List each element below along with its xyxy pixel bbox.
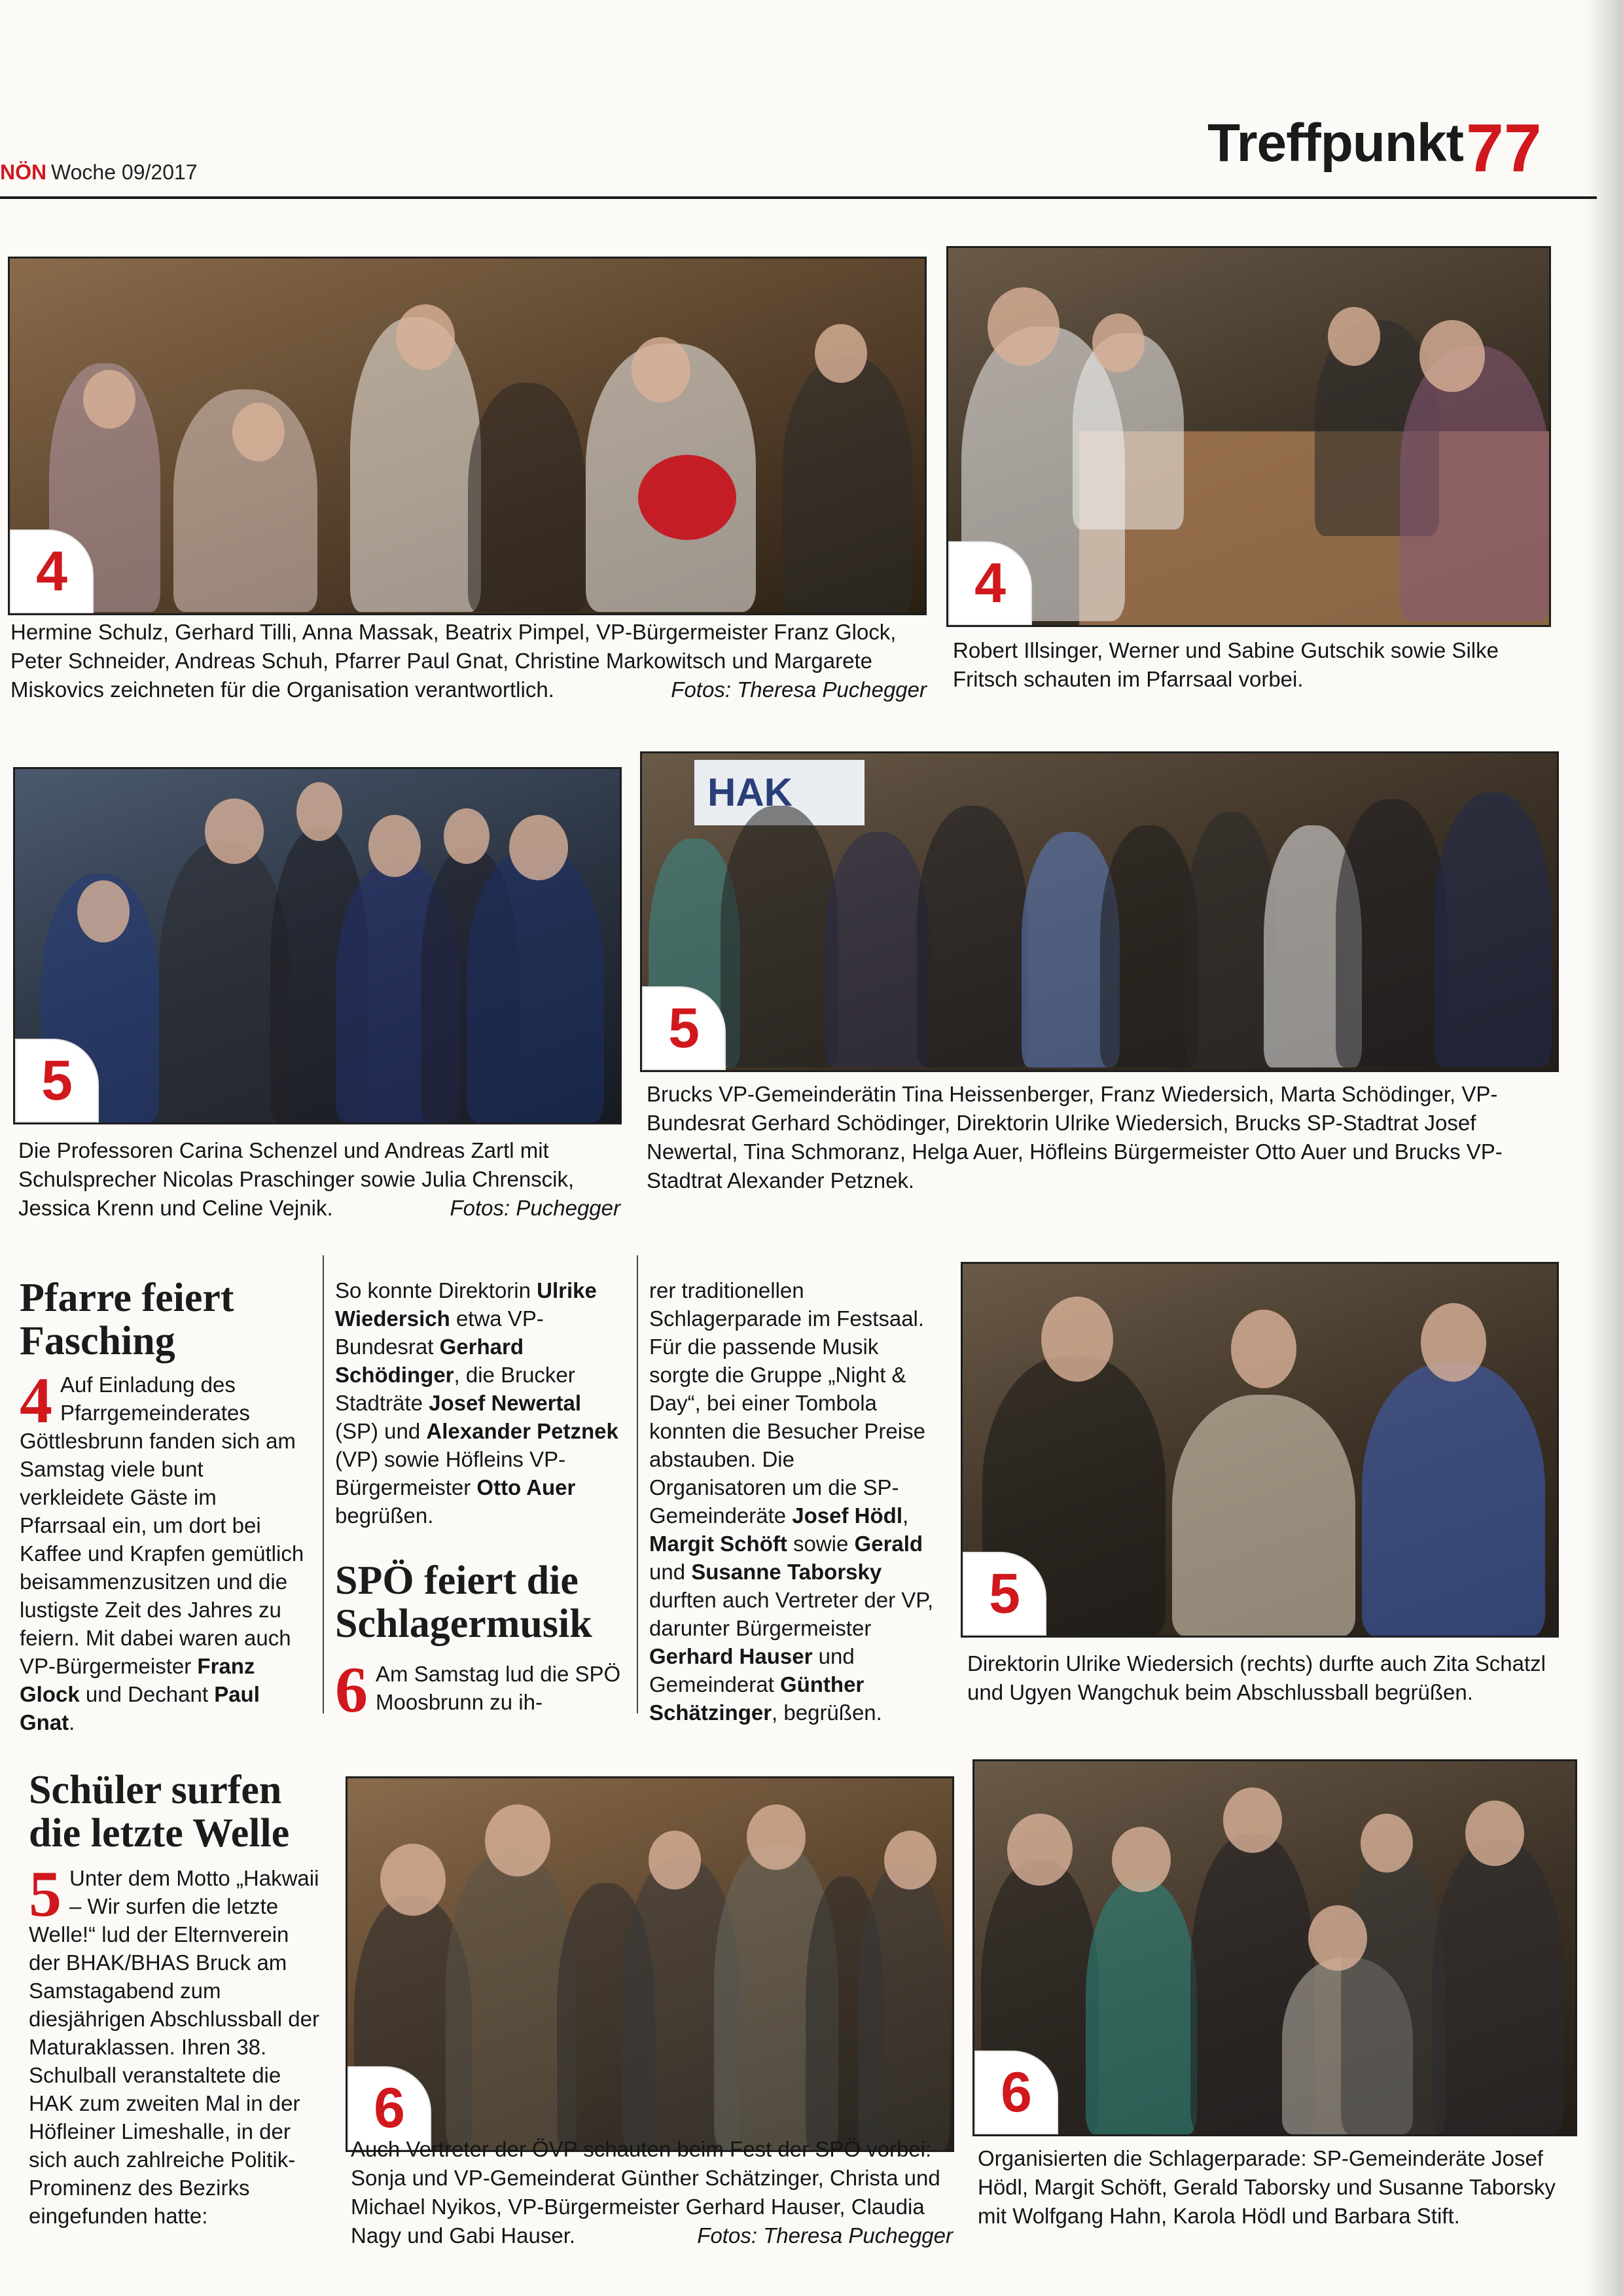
section-number: 6 <box>335 1653 368 1726</box>
article-body: 4 Auf Einladung des Pfarrgemeinderates Göttlesbrunn fanden sich am Samstag viele bunt verkleidete Gäste im Pfarrsaal ein, um dort bei Kaffee und Krapfen gemütlich beisammenzusitzen und die lustigste Zeit des Jahres zu feiern. Mit dabei waren auch VP-Bürgermeister Franz Glock und Dechant Paul Gnat. <box>20 1364 304 1734</box>
photo-professors-students <box>13 767 622 1124</box>
section-title: Treffpunkt <box>1207 113 1463 173</box>
photo-badge: 4 <box>10 529 94 613</box>
column-rule <box>323 1255 324 1713</box>
page-number: 77 <box>1466 111 1542 187</box>
article-body-continued: rer traditionellen Schlagerparade im Festsaal. Für die passende Musik sorgte die Gruppe „Night & Day“, bei einer Tombola konnten die Besucher Preise abstauben. Die Organisatoren um die SP-Gemeinderäte Josef Hödl, Margit Schöft sowie Gerald und Susanne Taborsky durften auch Vertreter der VP, darunter Bürgermeister Gerhard Hauser und Gemeinderat Günther Schätzinger, begrüßen. <box>649 1278 934 1725</box>
photo-director-guests <box>961 1262 1559 1638</box>
heart-icon <box>638 455 736 540</box>
photo-caption: Brucks VP-Gemeinderätin Tina Heissenberger, Franz Wiedersich, Marta Schödinger, VP-Bundesrat Gerhard Schödinger, Direktorin Ulrike Wiedersich, Brucks SP-Stadtrat Josef Newertal, Tina Schmoranz, Helga Auer, Höfleins Bürgermeister Otto Auer und Brucks VP-Stadtrat Alexander Petznek. <box>647 1082 1503 1193</box>
photo-caption: Hermine Schulz, Gerhard Tilli, Anna Massak, Beatrix Pimpel, VP-Bürgermeister Franz Glock, Peter Schneider, Andreas Schuh, Pfarrer Paul Gnat, Christine Markowitsch und Margarete Miskovics zeichneten für die Organisation verantwortlich. Fotos: Theresa Puchegger <box>10 618 927 704</box>
brand-logo: NÖN <box>0 160 47 184</box>
photo-badge: 5 <box>963 1552 1046 1636</box>
photo-credit: Fotos: Puchegger <box>450 1196 620 1220</box>
article-headline: Schüler surfen die letzte Welle <box>29 1768 290 1856</box>
header-rule <box>0 196 1597 199</box>
page-edge-shadow <box>1584 0 1623 2296</box>
photo-badge: 6 <box>348 2066 431 2150</box>
photo-credit: Fotos: Theresa Puchegger <box>671 677 927 702</box>
photo-badge: 5 <box>15 1039 99 1122</box>
section-number: 4 <box>20 1364 52 1437</box>
column-rule <box>637 1255 638 1713</box>
article-spoe-schlager <box>335 1559 623 1645</box>
photo-fasching-organizers <box>8 257 927 615</box>
photo-caption: Auch Vertreter der ÖVP schauten beim Fest der SPÖ vorbei: Sonja und VP-Gemeinderat Günther Schätzinger, Christa und Michael Nyikos, VP-Bürgermeister Gerhard Hauser, Claudia Nagy und Gabi Hauser. Fotos: Theresa Puchegger <box>351 2135 953 2250</box>
article-body: 6 Am Samstag lud die SPÖ Moosbrunn zu ih- <box>335 1653 621 1726</box>
photo-caption: Direktorin Ulrike Wiedersich (rechts) durfte auch Zita Schatzl und Ugyen Wangchuk beim Abschlussball begrüßen. <box>967 1651 1546 1704</box>
article-continuation: So konnte Direktorin Ulrike Wiedersich etwa VP-Bundesrat Gerhard Schödinger, die Brucker Stadträte Josef Newertal (SP) und Alexander Petznek (VP) sowie Höfleins VP-Bürgermeister Otto Auer begrüßen. <box>335 1278 618 1528</box>
photo-caption: Die Professoren Carina Schenzel und Andreas Zartl mit Schulsprecher Nicolas Praschinger sowie Julia Chrenscik, Jessica Krenn und Celine Vejnik. Fotos: Puchegger <box>18 1136 620 1223</box>
photo-oevp-visitors <box>346 1776 954 2152</box>
section-number: 5 <box>29 1857 62 1930</box>
photo-pfarrsaal-guests <box>946 246 1551 627</box>
photo-badge: 5 <box>642 986 726 1070</box>
article-schueler-welle <box>29 1768 336 2230</box>
photo-badge: 6 <box>974 2051 1058 2134</box>
hak-sign: HAK <box>694 760 865 825</box>
photo-caption: Organisierten die Schlagerparade: SP-Gemeinderäte Josef Hödl, Margit Schöft, Gerald Taborsky und Susanne Taborsky mit Wolfgang Hahn, Karola Hödl und Barbara Stift. <box>978 2146 1556 2228</box>
photo-hak-guests <box>640 751 1559 1072</box>
article-headline: Pfarre feiert Fasching <box>20 1276 234 1363</box>
photo-caption: Robert Illsinger, Werner und Sabine Gutschik sowie Silke Fritsch schauten im Pfarrsaal vorbei. <box>953 638 1499 691</box>
photo-badge: 4 <box>948 541 1032 625</box>
article-body: 5 Unter dem Motto „Hakwaii – Wir surfen die letzte Welle!“ lud der Elternverein der BHAK/BHAS Bruck am Samstagabend zum diesjährigen Abschlussball der Maturaklassen. Ihren 38. Schulball veranstaltete die HAK zum zweiten Mal in der Höfleiner Limeshalle, in der sich auch zahlreiche Politik-Prominenz des Bezirks eingefunden hatte: <box>29 1857 319 2228</box>
article-pfarre-fasching <box>20 1276 308 1736</box>
article-headline: SPÖ feiert die Schlagermusik <box>335 1558 592 1646</box>
photo-credit: Fotos: Theresa Puchegger <box>697 2223 953 2248</box>
photo-schlagerparade-organizers <box>972 1759 1577 2136</box>
issue-week: Woche 09/2017 <box>51 160 198 184</box>
